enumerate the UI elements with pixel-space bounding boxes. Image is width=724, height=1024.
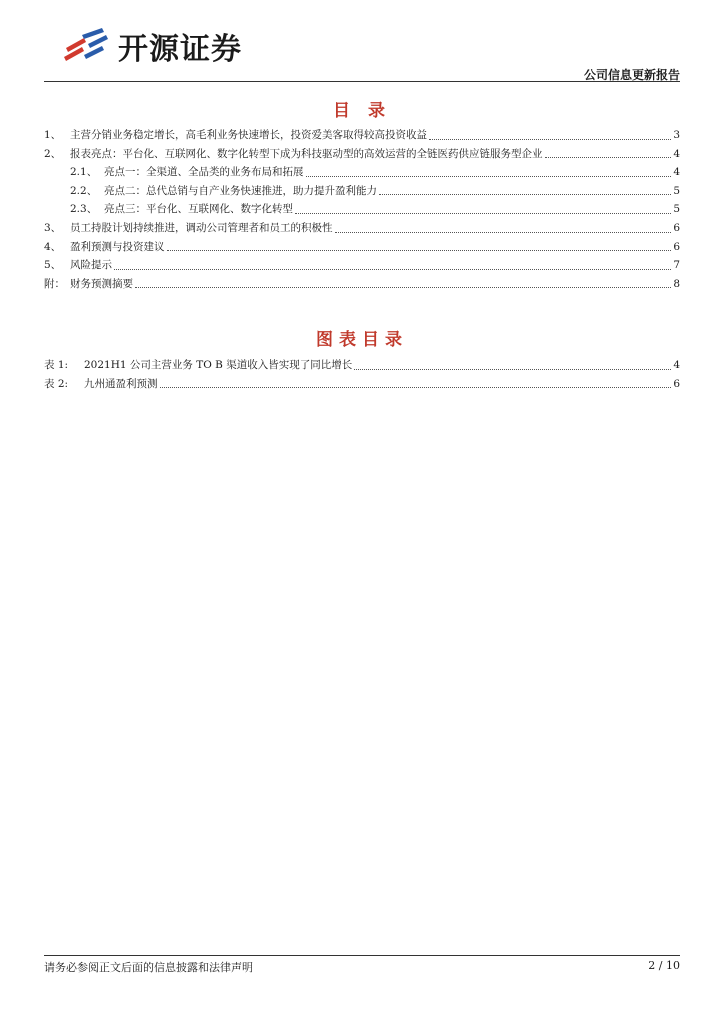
- toc-leader-dots: [354, 368, 671, 370]
- figure-item-number: 表 1:: [44, 359, 69, 371]
- toc-item-page: 8: [673, 277, 680, 290]
- toc-leader-dots: [295, 212, 671, 214]
- toc-item[interactable]: [44, 238, 680, 257]
- toc-item-number: 2.1、: [70, 166, 98, 179]
- toc-item-number: 2、: [44, 147, 62, 160]
- toc-item-label: 盈利预测与投资建议: [70, 240, 165, 253]
- figure-item-label: 九州通盈利预测: [84, 377, 158, 390]
- toc-item-page: 4: [673, 166, 680, 179]
- footer-divider: [44, 955, 680, 956]
- toc-item-label: 报表亮点：平台化、互联网化、数字化转型下成为科技驱动型的高效运营的全链医药供应链服务型企业: [70, 147, 543, 160]
- toc-item-label: 员工持股计划持续推进，调动公司管理者和员工的积极性: [70, 221, 333, 234]
- toc-subitem[interactable]: [44, 163, 680, 182]
- toc-item-number: 附：: [44, 277, 65, 290]
- toc-leader-dots: [135, 286, 671, 288]
- toc-item-page: 5: [673, 203, 680, 216]
- toc-item-label: 亮点一：全渠道、全品类的业务布局和拓展: [104, 166, 304, 179]
- toc-item-number: 4、: [44, 240, 62, 253]
- toc-item[interactable]: [44, 275, 680, 294]
- logo-text: 开源证券: [118, 32, 242, 67]
- toc-subitem[interactable]: [44, 182, 680, 201]
- toc-leader-dots: [429, 138, 671, 140]
- toc-item-page: 7: [673, 259, 680, 272]
- toc-item[interactable]: [44, 145, 680, 164]
- toc-item-label: 亮点二：总代总销与自产业务快速推进，助力提升盈利能力: [104, 184, 377, 197]
- figures-list: [44, 356, 680, 393]
- toc-list: [44, 126, 680, 293]
- toc-item-label: 亮点三：平台化、互联网化、数字化转型: [104, 203, 293, 216]
- figure-item[interactable]: [44, 356, 680, 375]
- toc-item-number: 5、: [44, 259, 62, 272]
- toc-item-page: 5: [673, 184, 680, 197]
- toc-item-number: 3、: [44, 221, 62, 234]
- figure-item-label: 2021H1 公司主营业务 TO B 渠道收入皆实现了同比增长: [84, 359, 353, 371]
- figure-item-page: 4: [673, 359, 680, 371]
- toc-item[interactable]: [44, 219, 680, 238]
- header-divider: [44, 81, 680, 82]
- footer-disclaimer: 请务必参阅正文后面的信息披露和法律声明: [44, 961, 253, 974]
- toc-item-number: 2.2、: [70, 184, 98, 197]
- toc-item[interactable]: [44, 256, 680, 275]
- figure-item-number: 表 2:: [44, 377, 69, 390]
- toc-leader-dots: [114, 268, 671, 270]
- toc-item-page: 3: [673, 129, 680, 141]
- report-type-label: 公司信息更新报告: [583, 68, 680, 82]
- figure-item-page: 6: [673, 377, 680, 390]
- company-logo: [62, 24, 242, 68]
- toc-leader-dots: [306, 175, 672, 177]
- toc-leader-dots: [335, 231, 672, 233]
- toc-subitem[interactable]: [44, 200, 680, 219]
- toc-item-label: 主营分销业务稳定增长，高毛利业务快速增长，投资爱美客取得较高投资收益: [70, 129, 427, 141]
- toc-leader-dots: [167, 249, 672, 251]
- figures-title: 图表目录: [316, 330, 408, 350]
- toc-item-page: 6: [673, 221, 680, 234]
- toc-leader-dots: [160, 386, 672, 388]
- logo-mark-icon: [62, 26, 112, 66]
- toc-item-page: 6: [673, 240, 680, 253]
- toc-leader-dots: [379, 193, 671, 195]
- toc-item-label: 风险提示: [70, 259, 112, 272]
- toc-item-number: 1、: [44, 129, 62, 141]
- toc-title: 目 录: [333, 101, 391, 121]
- toc-item-label: 财务预测摘要: [70, 277, 133, 290]
- toc-leader-dots: [545, 156, 672, 158]
- figure-item[interactable]: [44, 375, 680, 394]
- toc-item-page: 4: [673, 147, 680, 160]
- page-indicator: 2 / 10: [648, 959, 680, 972]
- toc-item-number: 2.3、: [70, 203, 98, 216]
- toc-item[interactable]: [44, 126, 680, 145]
